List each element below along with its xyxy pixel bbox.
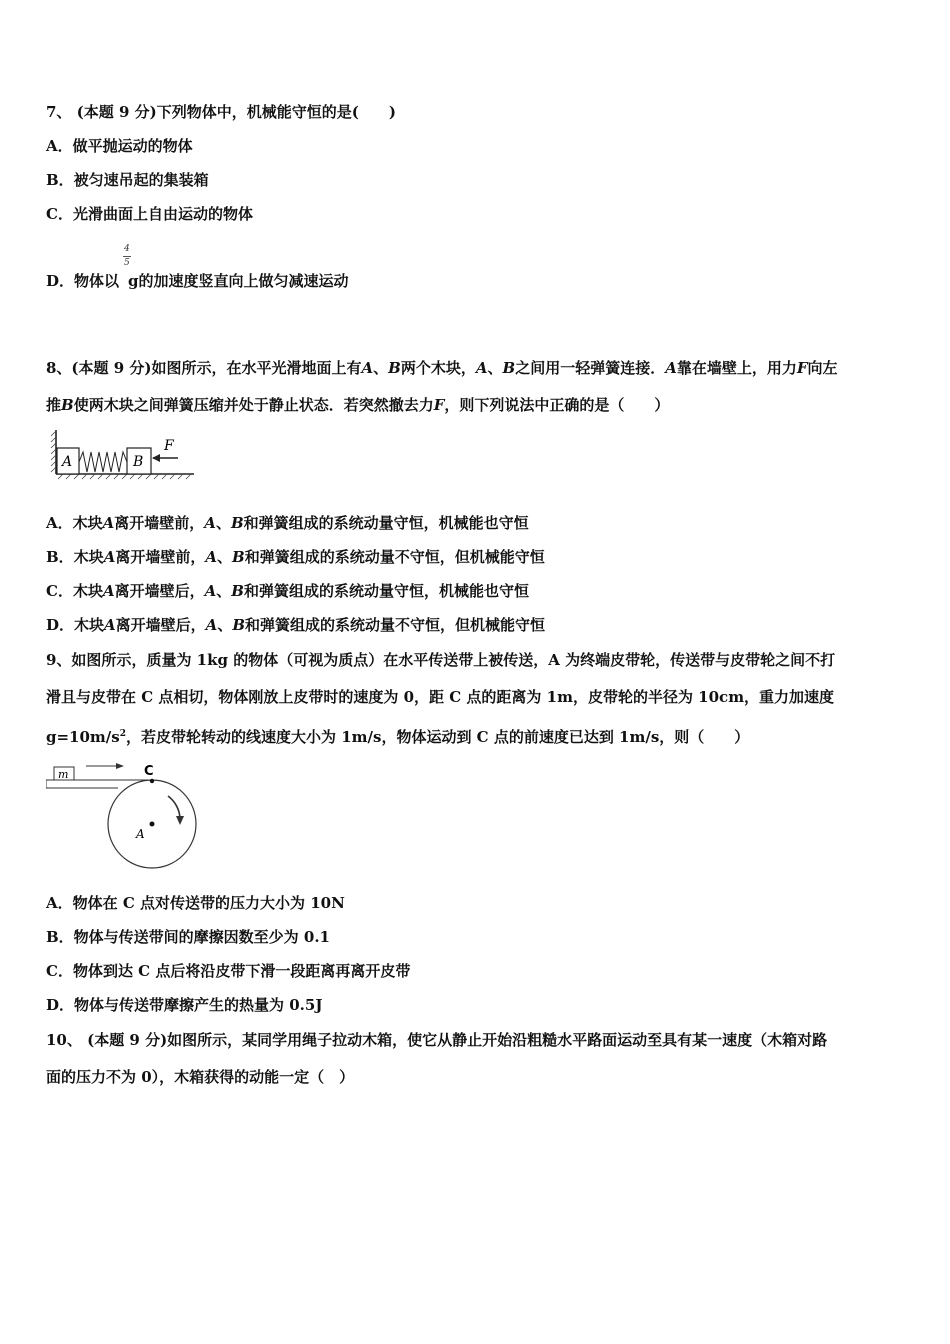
rotation-arrow-head — [176, 816, 184, 825]
text-fragment: 、 — [217, 616, 233, 634]
q8-stem-line2 — [46, 395, 669, 415]
text-fragment: 离开墙壁后， — [115, 616, 206, 634]
q7-d-g: g — [128, 272, 139, 290]
q7-option-b: B．被匀速吊起的集装箱 — [46, 171, 209, 189]
q7-option-d — [46, 271, 349, 291]
text-fragment: 向左 — [807, 359, 838, 377]
text-fragment: 和弹簧组成的系统动量守恒，机械能也守恒 — [243, 582, 529, 600]
text-fragment: A — [104, 616, 116, 634]
text-fragment: D．木块 — [46, 616, 105, 634]
text-fragment: B — [61, 396, 74, 414]
text-fragment: 、 — [373, 359, 389, 377]
text-fragment: A — [205, 548, 217, 566]
text-fragment: g=10m/s — [46, 728, 120, 746]
pulley-center-label: A — [136, 827, 145, 841]
q7-option-c: C．光滑曲面上自由运动的物体 — [46, 205, 253, 223]
text-fragment: 使两木块之间弹簧压缩并处于静止状态．若突然撤去力 — [73, 396, 434, 414]
q7-stem: 7、 (本题 9 分)下列物体中，机械能守恒的是( ) — [46, 103, 396, 121]
text-fragment: 和弹簧组成的系统动量不守恒，但机械能守恒 — [245, 616, 546, 634]
text-fragment: ，若皮带轮转动的线速度大小为 1m/s，物体运动到 C 点的前速度已达到 1m/s，则（ ） — [126, 728, 750, 746]
q10-stem-line1: 10、 (本题 9 分)如图所示，某同学用绳子拉动木箱，使它从静止开始沿粗糙水平路面运动至具有某一速度（木箱对路 — [46, 1031, 828, 1049]
text-fragment: B — [232, 548, 245, 566]
text-fragment: B — [388, 359, 401, 377]
text-fragment: 离开墙壁后， — [114, 582, 205, 600]
text-fragment: 离开墙壁前， — [114, 514, 205, 532]
text-fragment: A — [205, 616, 218, 634]
q8-option-d — [46, 615, 545, 635]
text-fragment: F — [433, 396, 445, 414]
text-fragment: B — [230, 514, 244, 532]
text-fragment: 、 — [216, 582, 232, 600]
text-fragment: A — [665, 359, 677, 377]
text-fragment: A — [103, 548, 116, 566]
q8-spring-block-figure — [50, 428, 196, 480]
text-fragment: A — [204, 582, 217, 600]
rotation-arrow-arc — [168, 796, 180, 818]
q9-stem-line2: 滑且与皮带在 C 点相切，物体刚放上皮带时的速度为 0，距 C 点的距离为 1m，皮带轮的半径为 10cm，重力加速度 — [46, 688, 835, 706]
q8-option-a — [46, 513, 529, 533]
point-c-label: C — [144, 764, 154, 779]
q7-d-pre: D．物体以 — [46, 272, 120, 290]
q7-option-a: A．做平抛运动的物体 — [46, 137, 193, 155]
q7-d-post: 的加速度竖直向上做匀减速运动 — [138, 272, 349, 290]
text-fragment: 和弹簧组成的系统动量不守恒，但机械能守恒 — [244, 548, 545, 566]
text-fragment: 、 — [487, 359, 503, 377]
velocity-arrow-head — [116, 763, 124, 769]
q8-option-b — [46, 547, 545, 567]
text-fragment: 推 — [46, 396, 62, 414]
q8-stem-line1 — [46, 358, 838, 378]
block-b-label: B — [133, 454, 144, 470]
text-fragment: 和弹簧组成的系统动量守恒，机械能也守恒 — [243, 514, 529, 532]
q9-option-b: B．物体与传送带间的摩擦因数至少为 0.1 — [46, 928, 330, 946]
q7-frac-numerator: 4 — [124, 244, 130, 254]
q10-stem-line2: 面的压力不为 0），木箱获得的动能一定（ ） — [46, 1068, 355, 1086]
mass-label: m — [58, 768, 69, 781]
text-fragment: B — [232, 616, 246, 634]
text-fragment: A — [475, 359, 488, 377]
text-fragment: 8、(本题 9 分)如图所示，在水平光滑地面上有 — [46, 359, 362, 377]
text-fragment: B — [502, 359, 516, 377]
point-c-dot — [150, 779, 154, 783]
text-fragment: 两个木块， — [400, 359, 476, 377]
pulley-center — [150, 822, 155, 827]
text-fragment: A — [361, 359, 374, 377]
q9-option-d: D．物体与传送带摩擦产生的热量为 0.5J — [46, 996, 323, 1014]
text-fragment: 2 — [119, 729, 126, 739]
q9-conveyor-figure — [46, 758, 198, 870]
q9-stem-line1: 9、如图所示，质量为 1kg 的物体（可视为质点）在水平传送带上被传送，A 为终端皮带轮，传送带与皮带轮之间不打 — [46, 651, 836, 669]
text-fragment: 离开墙壁前， — [115, 548, 206, 566]
force-label: F — [164, 438, 174, 454]
force-arrow-head — [152, 454, 160, 462]
text-fragment: F — [796, 359, 808, 377]
q9-option-a: A．物体在 C 点对传送带的压力大小为 10N — [46, 894, 345, 912]
text-fragment: A — [102, 514, 115, 532]
text-fragment: A．木块 — [46, 514, 103, 532]
q7-frac-denominator: 5 — [124, 258, 130, 268]
text-fragment: C．木块 — [46, 582, 103, 600]
text-fragment: 、 — [216, 548, 232, 566]
text-fragment: B．木块 — [46, 548, 104, 566]
text-fragment: A — [102, 582, 115, 600]
block-a-label: A — [62, 454, 73, 470]
text-fragment: ，则下列说法中正确的是（ ） — [444, 396, 670, 414]
spring — [79, 452, 127, 472]
text-fragment: B — [231, 582, 244, 600]
q9-stem-line3 — [46, 724, 749, 747]
q9-option-c: C．物体到达 C 点后将沿皮带下滑一段距离再离开皮带 — [46, 962, 411, 980]
text-fragment: 靠在墙壁上，用力 — [676, 359, 797, 377]
text-fragment: A — [204, 514, 216, 532]
text-fragment: 之间用一轻弹簧连接． — [515, 359, 666, 377]
q8-option-c — [46, 581, 529, 601]
q7-frac-bar — [123, 256, 131, 257]
text-fragment: 、 — [215, 514, 231, 532]
